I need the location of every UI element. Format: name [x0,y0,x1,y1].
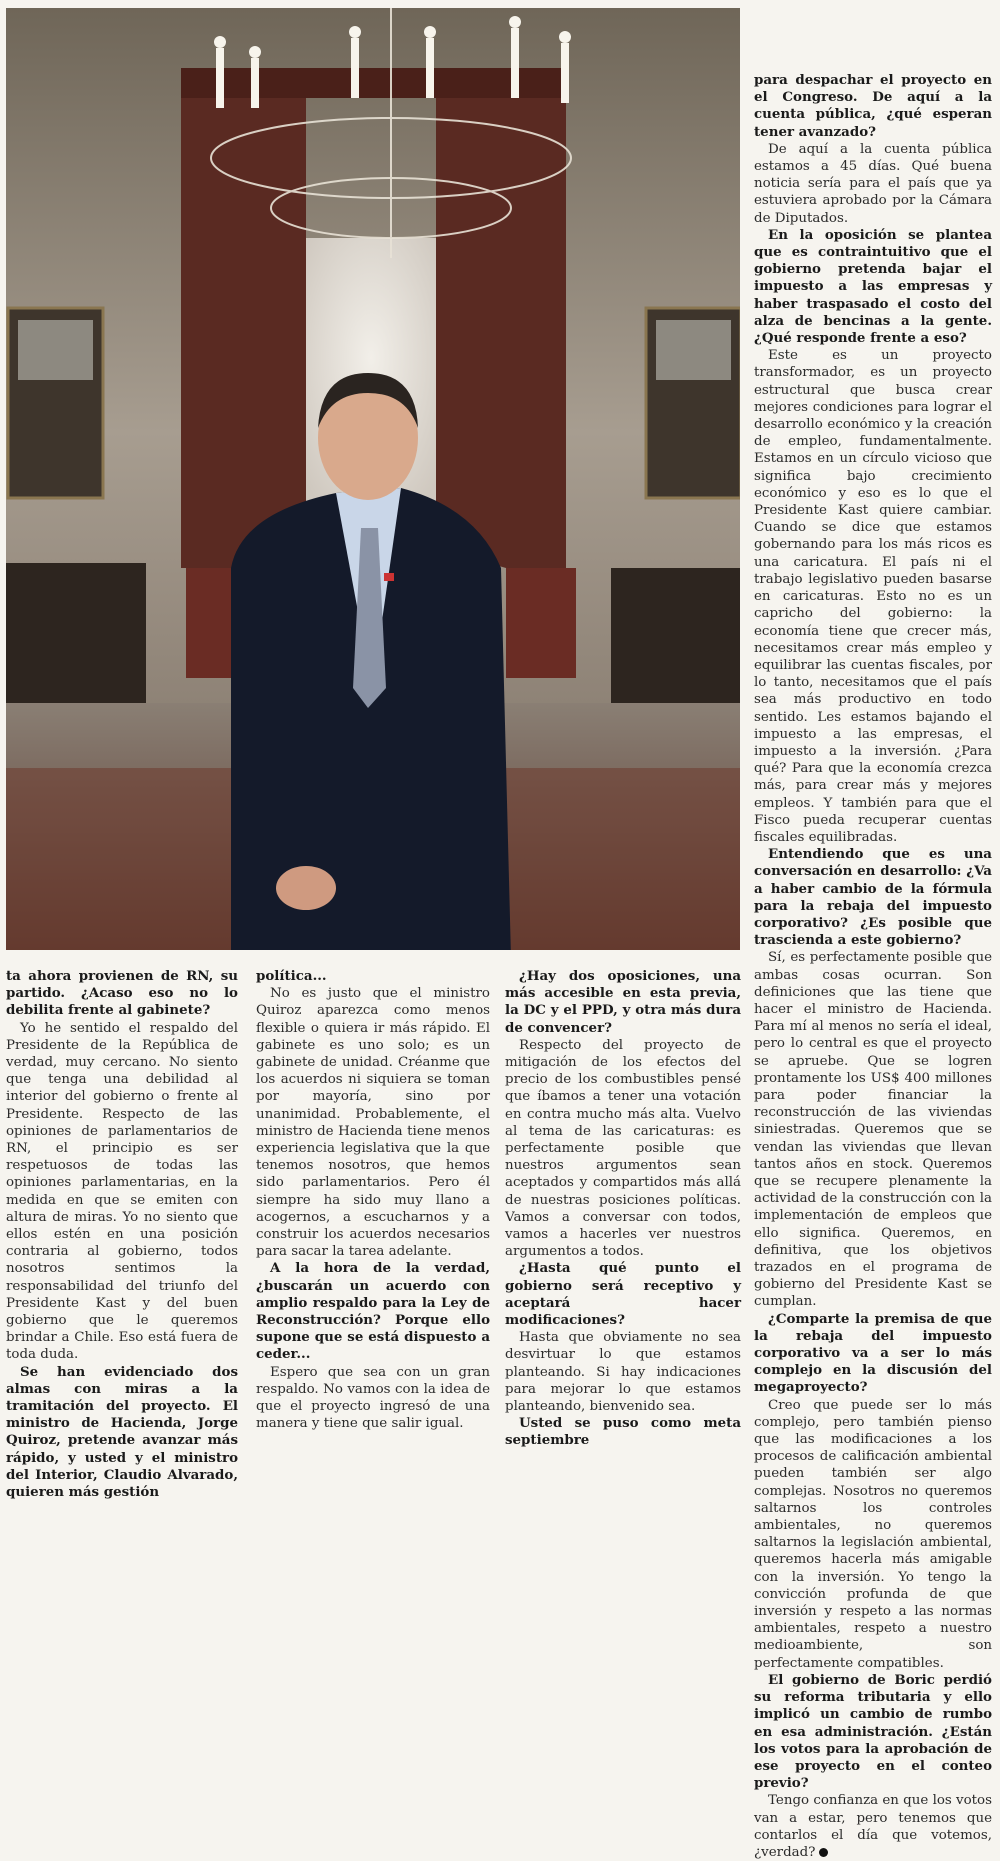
col3-answer-2: Hasta que obviamente no sea desvirtuar lo que estamos planteando. Si hay indicaciones para mejorar lo que estamos planteando, bienvenido sea. [505,1330,741,1415]
col3-question-1: ¿Hay dos oposiciones, una más accesible en esta previa, la DC y el PPD, y otra más dura de convencer? [505,968,741,1036]
question-1-continued: para despachar el proyecto en el Congreso. De aquí a la cuenta pública, ¿qué esperan tener avanzado? [754,72,992,140]
answer-1: De aquí a la cuenta pública estamos a 45 días. Qué buena noticia sería para el país que ya estuviera aprobado por la Cámara de Diputados. [754,141,992,226]
question-2: En la oposición se plantea que es contraintuitivo que el gobierno pretenda bajar el impuesto a las empresas y haber traspasado el costo del alza de bencinas a la gente. ¿Qué responde frente a eso? [754,226,992,347]
col1-answer: Yo he sentido el respaldo del Presidente de la República de verdad, muy cercano. No siento que tenga una debilidad al interior del gobierno o frente al Presidente. Respecto de las opiniones de parlamentarios de RN, el principio es ser respetuosos de todas las opiniones parlamentarias, en la medida en que se emiten con altura de miras. Yo no siento que ellos estén en una posición contraria al gobierno, todos nosotros sentimos la responsabilidad del triunfo del Presidente Kast y del buen gobierno que le queremos brindar a Chile. Eso está fuera de toda duda. [6,1020,238,1363]
question-4: ¿Comparte la premisa de que la rebaja del impuesto corporativo va a ser lo más complejo en la discusión del megaproyecto? [754,1310,992,1396]
right-text-column [754,72,992,1861]
col3-question-3: Usted se puso como meta septiembre [505,1415,741,1449]
answer-4: Creo que puede ser lo más complejo, pero también pienso que las modificaciones a los procesos de calificación ambiental pueden también ser algo complejas. Nosotros no queremos saltarnos los controles ambientales, no queremos saltarnos la legislación ambiental, queremos hacerla más amigable con la inversión. Yo tengo la convicción profunda de que inversión y respeto a las normas ambientales, respeto a nuestro medioambiente, son perfectamente compatibles. [754,1397,992,1671]
col3-question-2: ¿Hasta qué punto el gobierno será receptivo y aceptará hacer modificaciones? [505,1260,741,1329]
col2-answer-2: Espero que sea con un gran respaldo. No vamos con la idea de que el proyecto ingresó de una manera y tiene que salir igual. [256,1364,490,1432]
col2-answer: No es justo que el ministro Quiroz aparezca como menos flexible o quiera ir más rápido. El gabinete es uno solo; es un gabinete de unidad. Créanme que los acuerdos ni siquiera se toman por mayoría, sino por unanimidad. Probablemente, el ministro de Hacienda tiene menos experiencia legislativa que la que tenemos nosotros, que hemos sido parlamentarios. Pero él siempre ha sido muy llano a acogernos, a escucharnos y a construir los acuerdos necesarios para sacar la tarea adelante. [256,986,490,1260]
end-of-article-bullet-icon [819,1848,828,1857]
bottom-column-1 [6,968,238,1501]
answer-5-wrap [754,1792,992,1861]
answer-2: Este es un proyecto transformador, es un proyecto estructural que busca crear mejores condiciones para lograr el desarrollo económico y la creación de empleo, fundamentalmente. Estamos en un círculo vicioso que significa bajo crecimiento económico y eso es lo que el Presidente Kast quiere cambiar. Cuando se dice que estamos gobernando para los más ricos es una caricatura. El país ni el trabajo legislativo pueden basarse en caricaturas. Esto no es un capricho del gobierno: la economía tiene que crecer más, necesitamos crear más empleo y equilibrar las cuentas fiscales, por lo tanto, necesitamos que el país sea más productivo en todo sentido. Les estamos bajando el impuesto a las empresas, el impuesto a la inversión. ¿Para qué? Para que la economía crezca más, para crear más y mejores empleos. Y también para que el Fisco pueda recuperar cuentas fiscales equilibradas. [754,348,992,845]
col1-question-continued: ta ahora provienen de RN, su partido. ¿Acaso eso no lo debilita frente al gabinete? [6,968,238,1019]
bottom-column-3 [505,968,741,1450]
question-3: Entendiendo que es una conversación en desarrollo: ¿Va a haber cambio de la fórmula para la rebaja del impuesto corporativo? ¿Es posible que trascienda a este gobierno? [754,846,992,949]
col2-question-continued: política... [256,968,327,984]
answer-3: Sí, es perfectamente posible que ambas cosas ocurran. Son definiciones que las tiene que hacer el ministro de Hacienda. Para mí al menos no sería el ideal, pero lo central es que el proyecto se apruebe. Que se logren prontamente los US$ 400 millones para poder financiar la reconstrucción de las viviendas siniestradas. Queremos que se vendan las viviendas que llevan tantos años en stock. Queremos que se recupere plenamente la actividad de la construcción con la implementación de empleos que ello significa. Queremos, en definitiva, que los objetivos trazados en el programa de gobierno del Presidente Kast se cumplan. [754,950,992,1310]
photo-illustration [6,8,740,950]
interview-photo [6,8,740,950]
question-5: El gobierno de Boric perdió su reforma tributaria y ello implicó un cambio de rumbo en esa administración. ¿Están los votos para la aprobación de ese proyecto en el conteo previo? [754,1671,992,1792]
bottom-column-2 [256,968,490,1432]
col2-question-2: A la hora de la verdad, ¿buscarán un acuerdo con amplio respaldo para la Ley de Reconstrucción? Porque ello supone que se está dispuesto a ceder... [256,1260,490,1363]
answer-5: Tengo confianza en que los votos van a estar, pero tenemos que contarlos el día que votemos, ¿verdad? [754,1793,992,1860]
col3-answer-1: Respecto del proyecto de mitigación de los efectos del precio de los combustibles pensé que íbamos a tener una votación en contra mucho más alta. Vuelvo al tema de las caricaturas: es perfectamente posible que nuestros argumentos sean aceptados y compartidos más allá de nuestras posiciones políticas. Vamos a conversar con todos, vamos a hacerles ver nuestros argumentos a todos. [505,1037,741,1260]
col1-question-2: Se han evidenciado dos almas con miras a la tramitación del proyecto. El ministro de Hacienda, Jorge Quiroz, pretende avanzar más rápido, y usted y el ministro del Interior, Claudio Alvarado, quieren más gestión [6,1363,238,1501]
